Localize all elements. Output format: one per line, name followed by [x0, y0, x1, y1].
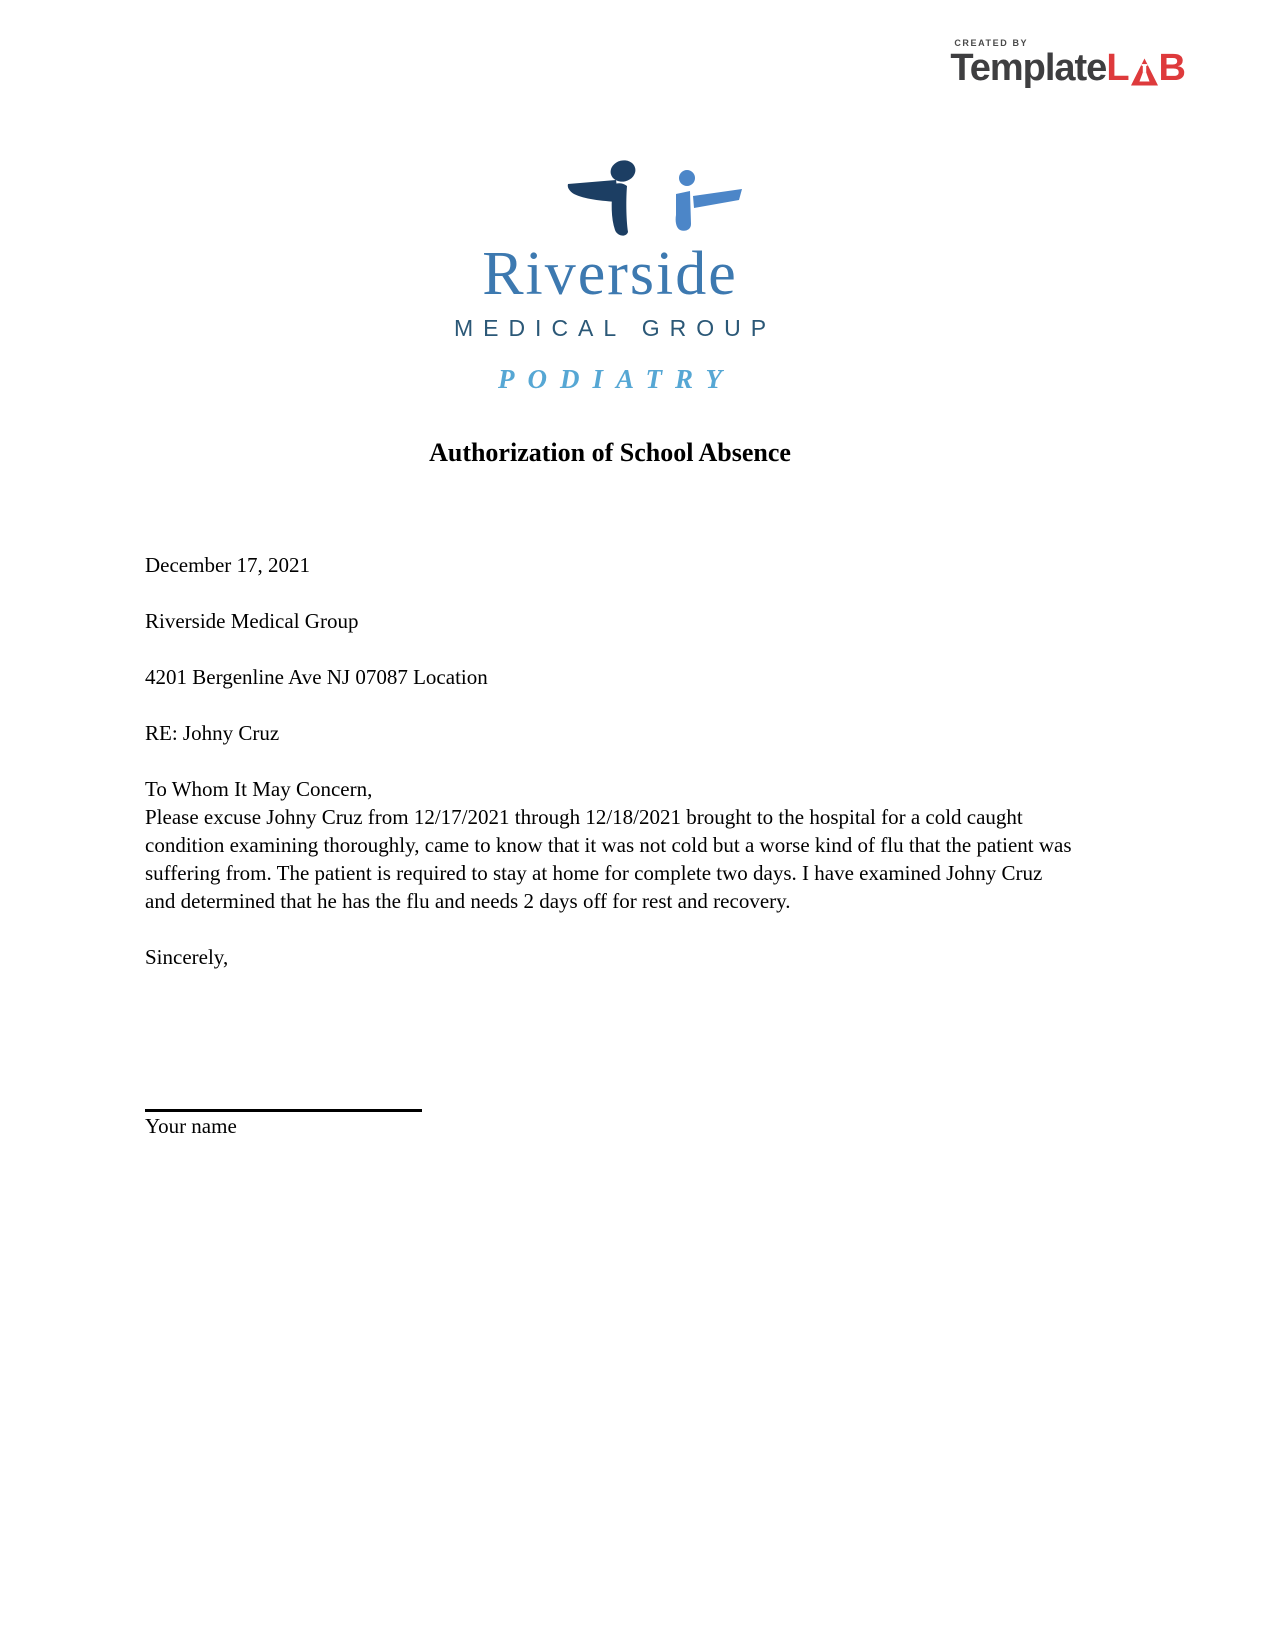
document-title: Authorization of School Absence — [429, 438, 791, 467]
letter-body — [145, 551, 1075, 1140]
letter-re-line: RE: Johny Cruz — [145, 721, 280, 745]
riverside-logo — [145, 0, 1075, 393]
logo-name: Riverside — [482, 240, 738, 308]
letter-salutation: To Whom It May Concern, — [145, 777, 373, 801]
logo-subtitle: MEDICAL GROUP — [453, 315, 777, 341]
letter-paragraph — [145, 775, 1075, 915]
flask-icon — [1131, 58, 1158, 86]
letter-address: 4201 Bergenline Ave NJ 07087 Location — [145, 665, 488, 689]
riverside-figures-icon — [566, 158, 742, 240]
letter-paragraph-text: Please excuse Johny Cruz from 12/17/2021 through 12/18/2021 brought to the hospital for a cold caught condition examining thoroughly, came to know that it was not cold but a worse kind of flu that the patient was suffering from. The patient is required to stay at home for complete two days. I have examined Johny Cruz and determined that he has the flu and needs 2 days off for rest and recovery. — [145, 805, 1072, 913]
logo-specialty: PODIATRY — [497, 364, 736, 394]
templatelab-wordmark-l: L — [1106, 47, 1129, 89]
signature-label: Your name — [145, 1114, 237, 1138]
created-by-label: CREATED BY — [954, 38, 1029, 48]
templatelab-wordmark — [950, 49, 1185, 87]
letter-date: December 17, 2021 — [145, 553, 311, 577]
letter-organization: Riverside Medical Group — [145, 609, 359, 633]
templatelab-wordmark-gray: Template — [950, 47, 1107, 89]
templatelab-wordmark-b: B — [1158, 47, 1185, 89]
templatelab-credit — [950, 38, 1185, 87]
letter-closing: Sincerely, — [145, 945, 229, 969]
